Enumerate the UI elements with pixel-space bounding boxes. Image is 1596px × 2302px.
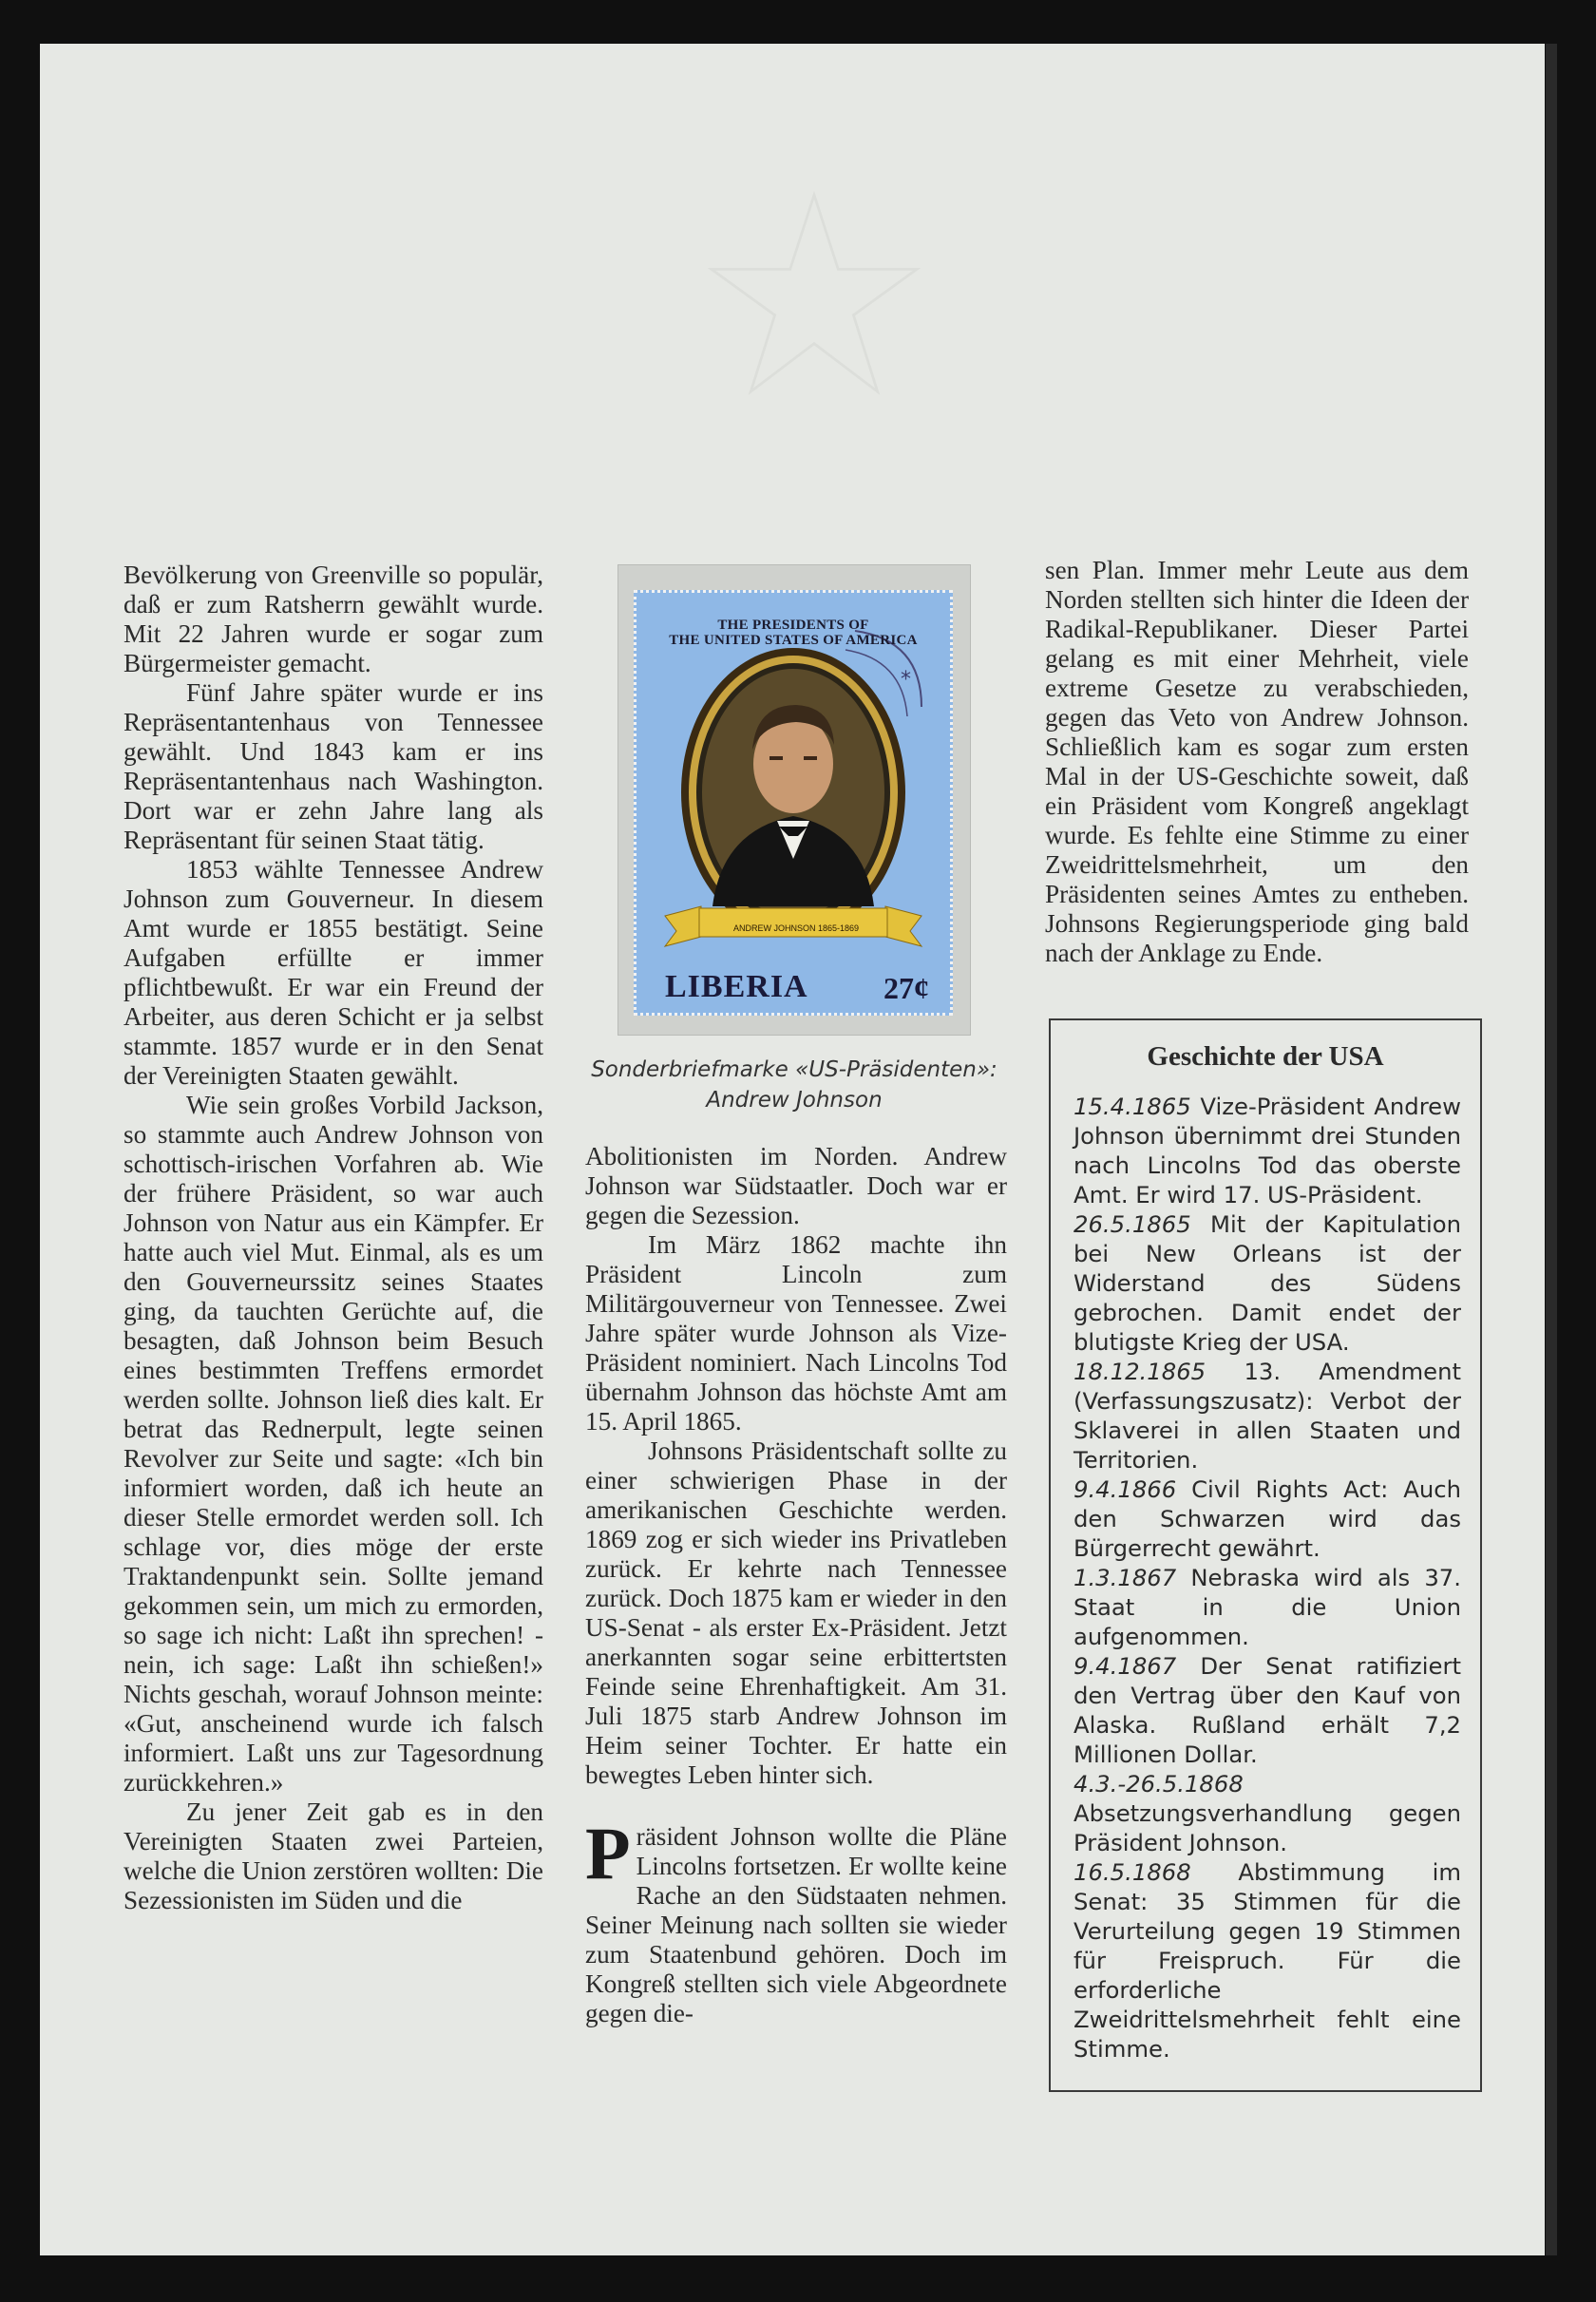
entry-date: 4.3.-26.5.1868	[1074, 1770, 1244, 1798]
entry-date: 18.12.1865	[1074, 1358, 1206, 1385]
stamp-value: 27¢	[884, 971, 929, 1005]
entry-text: 13. Amendment (Verfassungszusatz): Verbot der Sklaverei in allen Staaten und Territorien.	[1074, 1358, 1461, 1474]
entry-date: 15.4.1865	[1074, 1093, 1191, 1120]
paragraph: Zu jener Zeit gab es in den Vereinigten Staaten zwei Parteien, welche die Union zerstören wollten: Die Sezessionisten im Süden und die	[124, 1798, 543, 1914]
stamp-caption	[581, 1055, 1007, 1115]
text-column-3	[1045, 556, 1469, 968]
stamp-header-line2: THE UNITED STATES OF AMERICA	[669, 633, 918, 648]
history-entry	[1074, 1474, 1461, 1563]
entry-text: Der Senat ratifiziert den Vertrag über den Kauf von Alaska. Rußland erhält 7,2 Millionen Dollar.	[1074, 1652, 1461, 1768]
postage-stamp	[634, 590, 953, 1016]
entry-date: 9.4.1866	[1074, 1475, 1177, 1503]
text-column-1	[124, 561, 543, 1915]
stamp-mount	[618, 564, 971, 1036]
text-column-2	[585, 1142, 1007, 2028]
entry-text: Abstimmung im Senat: 35 Stimmen für die Verurteilung gegen 19 Stimmen für Freispruch. Für die erforderliche Zweidrittelsmehrheit fehlt eine Stimme.	[1074, 1858, 1461, 2063]
page-edge	[1546, 44, 1557, 2255]
paragraph: Wie sein großes Vorbild Jackson, so stammte auch Andrew Johnson von schottisch-irischen Vorfahren ab. Wie der frühere Präsident, so war auch Johnson von Natur aus ein Kämpfer. Er hatte auch viel Mut. Einmal, als es um den Gouverneurssitz seines Staates ging, da tauchten Gerüchte auf, die besagten, daß Johnson beim Besuch eines bestimmten Treffens ermordet werden sollte. Johnson ließ dies kalt. Er betrat das Rednerpult, legte seinen Revolver zur Seite und sagte: «Ich bin informiert worden, daß ich heute an dieser Stelle ermordet werden soll. Ich schlage vor, dies möge der erste Traktandenpunkt sein. Sollte jemand gekommen sein, um mich zu ermorden, so sage ich nicht: Laßt ihn sprechen! - nein, ich sage: Laßt ihn schießen!» Nichts geschah, worauf Johnson meinte: «Gut, anscheinend wurde ich falsch informiert. Laßt uns zur Tagesordnung zurückkehren.»	[124, 1091, 543, 1797]
entry-text: Civil Rights Act: Auch den Schwarzen wird das Bürgerrecht gewährt.	[1074, 1475, 1461, 1562]
entry-text: Vize-Präsident Andrew Johnson übernimmt drei Stunden nach Lincolns Tod das oberste Amt. Er wird 17. US-Präsident.	[1074, 1093, 1461, 1208]
paragraph: 1853 wählte Tennessee Andrew Johnson zum Gouverneur. In diesem Amt wurde er 1855 bestätigt. Seine Aufgaben erfüllte er immer pflichtbewußt. Er war ein Freund der Arbeiter, aus deren Schicht er ja selbst stammte. 1857 wurde er in den Senat der Vereinigten Staaten gewählt.	[124, 855, 543, 1090]
history-entry	[1074, 1357, 1461, 1474]
stamp-artwork	[636, 593, 950, 1013]
paragraph-text: räsident Johnson wollte die Pläne Lincolns fortsetzen. Er wollte keine Rache an den Südstaaten nehmen. Seiner Meinung nach sollten sie wieder zum Staatenbund gehören. Doch im Kongreß stellten sich viele Abgeordnete gegen die-	[585, 1822, 1007, 2027]
paragraph: Johnsons Präsidentschaft sollte zu einer schwierigen Phase in der amerikanischen Geschichte werden. 1869 zog er sich wieder ins Privatleben zurück. Er kehrte nach Tennessee zurück. Doch 1875 kam er wieder in den US-Senat - als erster Ex-Präsident. Jetzt anerkannten sogar seine erbittertsten Feinde seine Ehrenhaftigkeit. Am 31. Juli 1875 starb Andrew Johnson im Heim seiner Tochter. Er hatte ein bewegtes Leben hinter sich.	[585, 1436, 1007, 1789]
entry-text: Absetzungsverhandlung gegen Präsident Johnson.	[1074, 1799, 1461, 1856]
history-entry	[1074, 1563, 1461, 1651]
stamp-header-line1: THE PRESIDENTS OF	[717, 618, 869, 633]
history-entries	[1074, 1092, 1461, 2064]
caption-line2: Andrew Johnson	[706, 1088, 883, 1113]
history-entry	[1074, 1209, 1461, 1357]
svg-text:*: *	[901, 668, 911, 692]
history-entry	[1074, 1857, 1461, 2064]
history-entry	[1074, 1651, 1461, 1769]
history-timeline-box	[1049, 1018, 1482, 2092]
paragraph: Abolitionisten im Norden. Andrew Johnson war Südstaatler. Doch war er gegen die Sezession.	[585, 1142, 1007, 1229]
entry-date: 16.5.1868	[1074, 1858, 1191, 1886]
entry-text: Nebraska wird als 37. Staat in die Union aufgenommen.	[1074, 1564, 1461, 1650]
paragraph: sen Plan. Immer mehr Leute aus dem Norden stellten sich hinter die Ideen der Radikal-Republikaner. Dieser Partei gelang es mit einer Mehrheit, viele extreme Gesetze zu verabschieden, gegen das Veto von Andrew Johnson. Schließlich kam es sogar zum ersten Mal in der US-Geschichte soweit, daß ein Präsident vom Kongreß angeklagt wurde. Es fehlte eine Stimme zu einer Zweidrittelsmehrheit, um den Präsidenten seines Amtes zu entheben. Johnsons Regierungsperiode ging bald nach der Anklage zu Ende.	[1045, 556, 1469, 967]
paragraph: Bevölkerung von Greenville so populär, daß er zum Ratsherrn gewählt wurde. Mit 22 Jahren wurde er sogar zum Bürgermeister gemacht.	[124, 561, 543, 677]
caption-line1: Sonderbriefmarke «US-Präsidenten»:	[591, 1057, 998, 1082]
entry-text: Mit der Kapitulation bei New Orleans ist der Widerstand des Südens gebrochen. Damit endet der blutigste Krieg der USA.	[1074, 1210, 1461, 1356]
paragraph: Fünf Jahre später wurde er ins Repräsentantenhaus von Tennessee gewählt. Und 1843 kam er ins Repräsentantenhaus nach Washington. Dort war er zehn Jahre lang als Repräsentant für seinen Staat tätig.	[124, 678, 543, 854]
paragraph: Im März 1862 machte ihn Präsident Lincoln zum Militärgouverneur von Tennessee. Zwei Jahre später wurde Johnson als Vize-Präsident nominiert. Nach Lincolns Tod übernahm Johnson das höchste Amt am 15. April 1865.	[585, 1230, 1007, 1436]
entry-date: 1.3.1867	[1074, 1564, 1177, 1591]
stamp-header	[636, 618, 950, 648]
entry-date: 26.5.1865	[1074, 1210, 1191, 1238]
dropcap: P	[585, 1812, 631, 1894]
stamp-country: LIBERIA	[665, 969, 808, 1004]
history-entry	[1074, 1092, 1461, 1209]
paragraph-with-dropcap	[585, 1812, 1007, 2028]
stamp-ribbon-label: ANDREW JOHNSON 1865-1869	[732, 923, 860, 933]
embossed-star-watermark	[705, 186, 923, 405]
entry-date: 9.4.1867	[1074, 1652, 1177, 1680]
history-title: Geschichte der USA	[1147, 1041, 1384, 1072]
history-entry	[1074, 1769, 1461, 1857]
